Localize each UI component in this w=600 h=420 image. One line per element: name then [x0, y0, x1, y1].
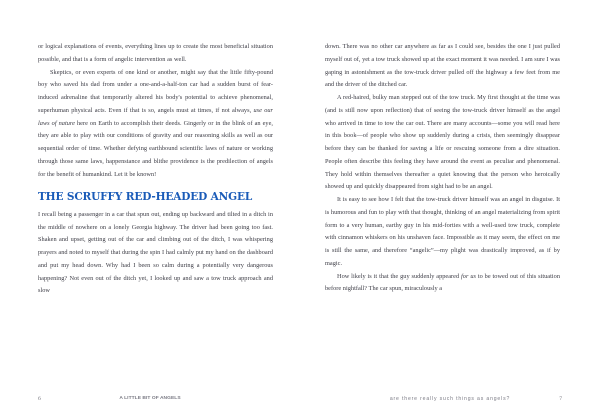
running-head: A LITTLE BIT OF ANGELS	[119, 396, 181, 401]
italic-phrase: use our laws of nature	[38, 106, 274, 127]
right-page-footer	[300, 380, 600, 420]
paragraph-text-segment: to be towed out of this situation before nightfall? The car spun, miraculously a	[325, 272, 560, 293]
paragraph: down. There was no other car anywhere as far as I could see, besides the one I just pulled myself out of, yet a tow truck showed up at the exact moment it was needed. I am sure I was gaping in astonishment as the tow-truck driver pulled off the highway a few feet from me and the driver of the ditched car.	[325, 43, 560, 89]
paragraph: or logical explanations of events, everything lines up to create the most beneficial situation possible, and that is a form of angelic intervention as well.	[38, 43, 273, 63]
page-number: 7	[559, 396, 562, 402]
running-head: are there really such things as angels?	[389, 396, 511, 402]
left-page-footer	[0, 380, 300, 420]
paragraph: I recall being a passenger in a car that spun out, ending up backward and tilted in a ditch in the middle of nowhere on a lonely Georgia highway. The driver had been going too fast. Shaken and upset, getting out of the car and climbing out of the ditch, I was whispering prayers and noted to myself that during the spin I had calmly put my hand on the dashboard and put my head down. Why had I been so calm during a potentially very dangerous happening? Not even out of the ditch yet, I looked up and saw a tow truck approach and slow	[38, 210, 273, 295]
paragraph-text-segment: How likely is it that the guy suddenly appeared	[337, 272, 462, 280]
paragraph-text-segment: Skeptics, or even experts of one kind or another, might say that the little fifty-pound boy who saved his dad from under a one-and-a-half-ton car had a sudden burst of fear-induced adrenaline that temporarily altered his body's potential to achieve phenomenal, superhuman physical acts. Even if that is so, angels must at times, if not always,	[38, 68, 273, 114]
left-page-text-column	[38, 41, 273, 371]
paragraph	[325, 271, 560, 297]
paragraph: A red-haired, bulky man stepped out of the tow truck. My first thought at the time was (and is still now upon reflection) that of seeing the tow-truck driver himself as the angel who arrived in time to tow the car out. There are many accounts—some you will read here in this book—of people who show up suddenly during a crisis, then seemingly disappear before they can be thanked for saving a life or rescuing someone from a dire situation. People often describe this feeling they have around the event as peculiar and phenomenal. They hold within themselves thereafter a quiet knowing that the person who heroically showed up and quickly disappeared from sight had to be an angel.	[325, 94, 560, 191]
right-page-text-column	[325, 41, 560, 371]
right-page	[300, 0, 600, 420]
paragraph	[38, 67, 273, 182]
page-number: 6	[38, 396, 41, 402]
italic-phrase: for us	[461, 272, 476, 280]
paragraph: It is easy to see how I felt that the tow-truck driver himself was an angel in disguise. It is humorous and fun to play with that thought, thinking of an angel materializing from spirit form to a very human, earthy guy in his mid-forties with a well-used tow truck, complete with cinnamon whiskers on his unshaven face. Impossible as it may seem, the effect on me is still the same, and therefore “angelic”—my plight was drastically improved, as if by magic.	[325, 196, 560, 267]
paragraph-text-segment: here on Earth to accomplish their deeds. Gingerly or in the blink of an eye, they are able to play with our conditions of gravity and our reasoning skills as well as our sequential order of time. Whether defying earthbound scientific laws of nature or working through those same laws, happenstance and blithe providence is the predilection of angels for the benefit of humankind. Let it be known!	[38, 119, 273, 178]
section-heading: THE SCRUFFY RED-HEADED ANGEL	[38, 189, 253, 204]
section-heading-wrap	[38, 181, 273, 209]
